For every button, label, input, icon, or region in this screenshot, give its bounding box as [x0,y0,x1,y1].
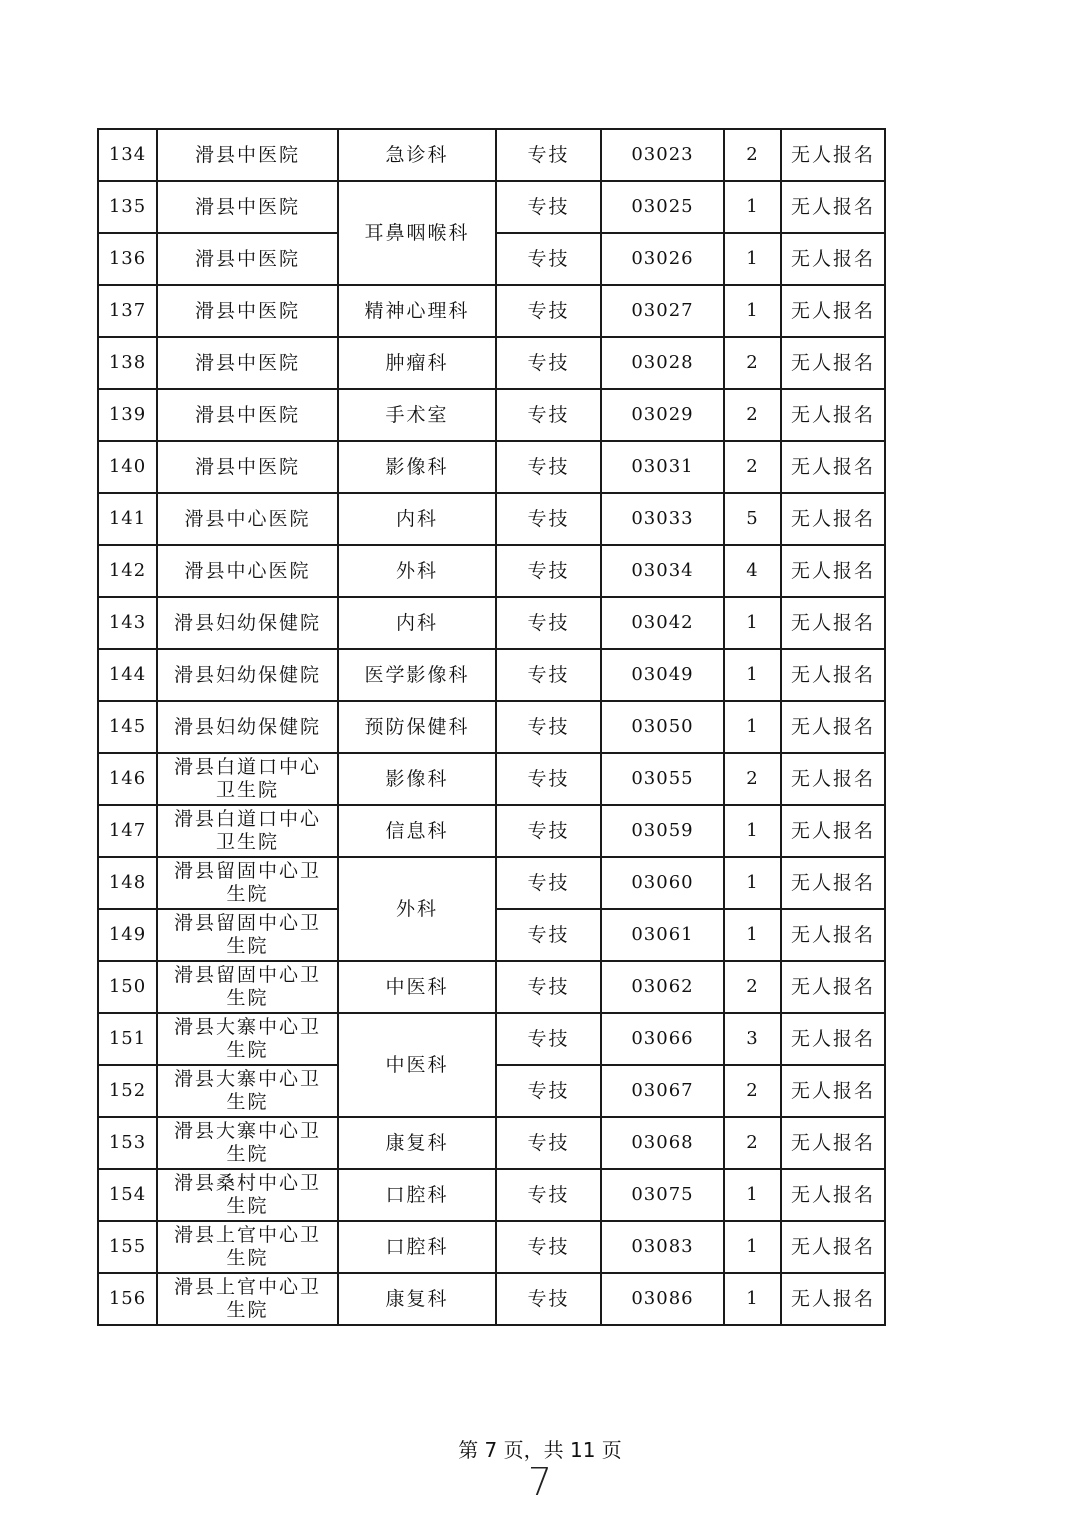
hiring-count-cell: 1 [724,233,781,285]
table-row [98,1169,885,1221]
post-code-cell: 03086 [601,1273,724,1325]
post-code-cell: 03061 [601,909,724,961]
post-type-cell: 专技 [496,1117,601,1169]
post-type-cell: 专技 [496,285,601,337]
hiring-count-cell: 2 [724,961,781,1013]
department-cell: 外科 [338,857,496,961]
department-cell: 急诊科 [338,129,496,181]
department-cell: 影像科 [338,441,496,493]
row-index-cell: 148 [98,857,157,909]
hiring-count-cell: 1 [724,857,781,909]
page-footer-text: 第 7 页，共 11 页 [458,1438,622,1462]
unit-name-cell: 滑县中医院 [157,285,338,337]
post-type-cell: 专技 [496,857,601,909]
status-cell: 无人报名 [781,1065,885,1117]
row-index-cell: 152 [98,1065,157,1117]
unit-name-cell: 滑县上官中心卫生院 [157,1221,338,1273]
post-code-cell: 03050 [601,701,724,753]
status-cell: 无人报名 [781,857,885,909]
post-type-cell: 专技 [496,1169,601,1221]
department-cell: 预防保健科 [338,701,496,753]
hiring-count-cell: 2 [724,1065,781,1117]
hiring-count-cell: 2 [724,389,781,441]
hiring-count-cell: 1 [724,597,781,649]
table-row [98,389,885,441]
row-index-cell: 145 [98,701,157,753]
status-cell: 无人报名 [781,545,885,597]
unit-name-cell: 滑县中医院 [157,389,338,441]
post-type-cell: 专技 [496,753,601,805]
post-type-cell: 专技 [496,1065,601,1117]
status-cell: 无人报名 [781,493,885,545]
post-type-cell: 专技 [496,961,601,1013]
post-type-cell: 专技 [496,389,601,441]
hiring-count-cell: 1 [724,909,781,961]
row-index-cell: 136 [98,233,157,285]
post-type-cell: 专技 [496,1013,601,1065]
table-body [98,129,885,1325]
post-code-cell: 03066 [601,1013,724,1065]
table-row [98,441,885,493]
status-cell: 无人报名 [781,597,885,649]
hiring-count-cell: 1 [724,181,781,233]
post-type-cell: 专技 [496,441,601,493]
hiring-count-cell: 2 [724,441,781,493]
unit-name-cell: 滑县中心医院 [157,493,338,545]
unit-name-cell: 滑县大寨中心卫生院 [157,1013,338,1065]
row-index-cell: 140 [98,441,157,493]
department-cell: 肿瘤科 [338,337,496,389]
status-cell: 无人报名 [781,1169,885,1221]
unit-name-cell: 滑县中医院 [157,337,338,389]
row-index-cell: 150 [98,961,157,1013]
unit-name-cell: 滑县妇幼保健院 [157,649,338,701]
table-row [98,129,885,181]
page-number: 7 [527,1460,553,1504]
table-row [98,701,885,753]
row-index-cell: 137 [98,285,157,337]
hiring-count-cell: 2 [724,129,781,181]
post-code-cell: 03033 [601,493,724,545]
post-type-cell: 专技 [496,337,601,389]
hiring-count-cell: 1 [724,805,781,857]
hiring-count-cell: 2 [724,337,781,389]
status-cell: 无人报名 [781,441,885,493]
status-cell: 无人报名 [781,181,885,233]
unit-name-cell: 滑县留固中心卫生院 [157,857,338,909]
post-code-cell: 03068 [601,1117,724,1169]
post-type-cell: 专技 [496,1221,601,1273]
post-code-cell: 03059 [601,805,724,857]
table-row [98,961,885,1013]
department-cell: 信息科 [338,805,496,857]
unit-name-cell: 滑县中医院 [157,441,338,493]
table-row [98,285,885,337]
hiring-count-cell: 4 [724,545,781,597]
row-index-cell: 149 [98,909,157,961]
status-cell: 无人报名 [781,129,885,181]
unit-name-cell: 滑县留固中心卫生院 [157,961,338,1013]
table-row [98,1117,885,1169]
post-code-cell: 03075 [601,1169,724,1221]
unit-name-cell: 滑县中医院 [157,181,338,233]
unit-name-cell: 滑县白道口中心卫生院 [157,805,338,857]
unit-name-cell: 滑县上官中心卫生院 [157,1273,338,1325]
table-row [98,181,885,233]
unit-name-cell: 滑县妇幼保健院 [157,701,338,753]
department-cell: 精神心理科 [338,285,496,337]
table-row [98,597,885,649]
post-code-cell: 03083 [601,1221,724,1273]
department-cell: 中医科 [338,961,496,1013]
status-cell: 无人报名 [781,961,885,1013]
department-cell: 耳鼻咽喉科 [338,181,496,285]
post-type-cell: 专技 [496,1273,601,1325]
status-cell: 无人报名 [781,285,885,337]
hiring-count-cell: 5 [724,493,781,545]
department-cell: 康复科 [338,1273,496,1325]
department-cell: 影像科 [338,753,496,805]
department-cell: 口腔科 [338,1221,496,1273]
status-cell: 无人报名 [781,1221,885,1273]
status-cell: 无人报名 [781,337,885,389]
row-index-cell: 154 [98,1169,157,1221]
unit-name-cell: 滑县中心医院 [157,545,338,597]
post-code-cell: 03055 [601,753,724,805]
row-index-cell: 134 [98,129,157,181]
hiring-count-cell: 1 [724,1221,781,1273]
post-code-cell: 03028 [601,337,724,389]
hiring-count-cell: 1 [724,285,781,337]
post-type-cell: 专技 [496,493,601,545]
row-index-cell: 144 [98,649,157,701]
post-code-cell: 03025 [601,181,724,233]
row-index-cell: 139 [98,389,157,441]
post-code-cell: 03049 [601,649,724,701]
post-type-cell: 专技 [496,701,601,753]
status-cell: 无人报名 [781,753,885,805]
unit-name-cell: 滑县大寨中心卫生院 [157,1065,338,1117]
table-row [98,1273,885,1325]
hiring-count-cell: 1 [724,1169,781,1221]
table-row [98,805,885,857]
status-cell: 无人报名 [781,649,885,701]
post-type-cell: 专技 [496,129,601,181]
post-type-cell: 专技 [496,233,601,285]
hiring-count-cell: 3 [724,1013,781,1065]
post-code-cell: 03029 [601,389,724,441]
unit-name-cell: 滑县中医院 [157,233,338,285]
row-index-cell: 156 [98,1273,157,1325]
row-index-cell: 135 [98,181,157,233]
post-code-cell: 03023 [601,129,724,181]
status-cell: 无人报名 [781,701,885,753]
table-row [98,857,885,909]
department-cell: 口腔科 [338,1169,496,1221]
row-index-cell: 138 [98,337,157,389]
unit-name-cell: 滑县中医院 [157,129,338,181]
row-index-cell: 146 [98,753,157,805]
hiring-count-cell: 1 [724,1273,781,1325]
row-index-cell: 153 [98,1117,157,1169]
table-row [98,649,885,701]
table-row [98,545,885,597]
unit-name-cell: 滑县大寨中心卫生院 [157,1117,338,1169]
row-index-cell: 155 [98,1221,157,1273]
post-type-cell: 专技 [496,649,601,701]
post-code-cell: 03042 [601,597,724,649]
row-index-cell: 143 [98,597,157,649]
status-cell: 无人报名 [781,805,885,857]
post-type-cell: 专技 [496,805,601,857]
hiring-count-cell: 2 [724,753,781,805]
hiring-count-cell: 2 [724,1117,781,1169]
department-cell: 内科 [338,493,496,545]
unit-name-cell: 滑县桑村中心卫生院 [157,1169,338,1221]
post-type-cell: 专技 [496,909,601,961]
row-index-cell: 141 [98,493,157,545]
status-cell: 无人报名 [781,1013,885,1065]
table-row [98,1013,885,1065]
unit-name-cell: 滑县妇幼保健院 [157,597,338,649]
post-code-cell: 03027 [601,285,724,337]
department-cell: 中医科 [338,1013,496,1117]
status-cell: 无人报名 [781,233,885,285]
post-code-cell: 03026 [601,233,724,285]
department-cell: 内科 [338,597,496,649]
row-index-cell: 142 [98,545,157,597]
table-row [98,337,885,389]
department-cell: 医学影像科 [338,649,496,701]
unit-name-cell: 滑县白道口中心卫生院 [157,753,338,805]
post-code-cell: 03031 [601,441,724,493]
recruitment-table [97,128,886,1326]
post-type-cell: 专技 [496,181,601,233]
hiring-count-cell: 1 [724,701,781,753]
department-cell: 外科 [338,545,496,597]
unit-name-cell: 滑县留固中心卫生院 [157,909,338,961]
status-cell: 无人报名 [781,909,885,961]
post-code-cell: 03060 [601,857,724,909]
hiring-count-cell: 1 [724,649,781,701]
status-cell: 无人报名 [781,1273,885,1325]
status-cell: 无人报名 [781,1117,885,1169]
post-code-cell: 03062 [601,961,724,1013]
post-type-cell: 专技 [496,545,601,597]
table-row [98,753,885,805]
department-cell: 手术室 [338,389,496,441]
row-index-cell: 151 [98,1013,157,1065]
table-row [98,1221,885,1273]
post-code-cell: 03034 [601,545,724,597]
post-code-cell: 03067 [601,1065,724,1117]
row-index-cell: 147 [98,805,157,857]
table-row [98,493,885,545]
department-cell: 康复科 [338,1117,496,1169]
post-type-cell: 专技 [496,597,601,649]
status-cell: 无人报名 [781,389,885,441]
